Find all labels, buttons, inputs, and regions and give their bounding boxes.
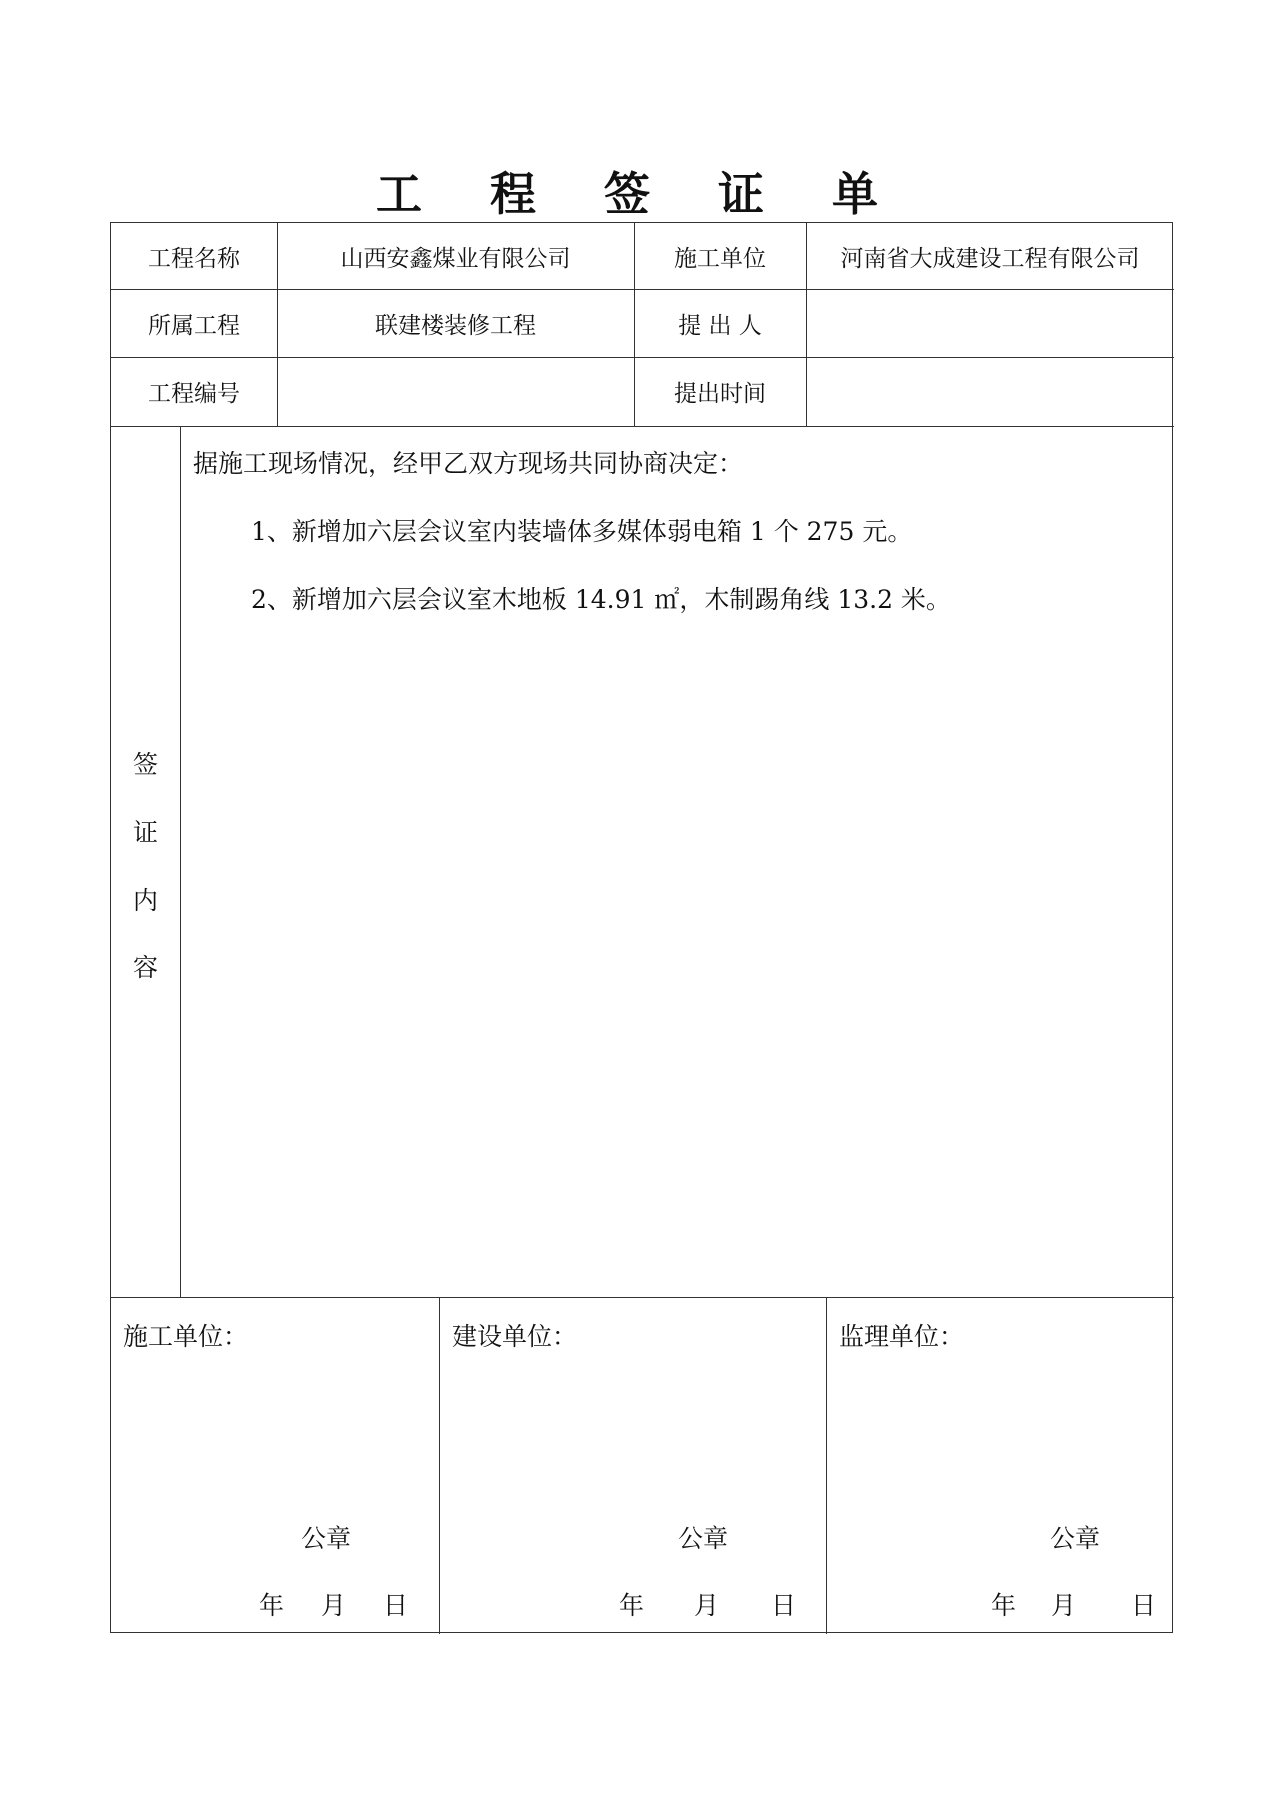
date-day: 日	[771, 1591, 797, 1620]
label-project-number: 工程编号	[148, 381, 240, 407]
seal-label: 公章	[1050, 1524, 1101, 1553]
col-divider	[826, 1297, 827, 1634]
seal-label: 公章	[678, 1524, 729, 1553]
date-year: 年	[259, 1591, 285, 1620]
signature-unit-owner: 建设单位：	[452, 1322, 578, 1351]
document-title: 工 程 签 证 单	[375, 167, 905, 221]
signature-unit-supervisor: 监理单位：	[839, 1322, 965, 1351]
date-year: 年	[991, 1591, 1017, 1620]
side-label-char: 签	[132, 750, 158, 779]
label-parent-project: 所属工程	[148, 312, 240, 339]
content-item: 1、新增加六层会议室内装墙体多媒体弱电箱 1 个 275 元。	[251, 517, 913, 546]
date-day: 日	[383, 1591, 409, 1620]
value-parent-project: 联建楼装修工程	[375, 312, 536, 339]
date-month: 月	[1051, 1591, 1077, 1620]
row-divider	[111, 1297, 1174, 1298]
label-proposal-time: 提出时间	[674, 381, 766, 407]
date-year: 年	[619, 1591, 645, 1620]
label-project-name: 工程名称	[148, 245, 240, 272]
label-contractor: 施工单位	[674, 245, 766, 272]
side-label-char: 证	[132, 818, 158, 847]
side-label-char: 内	[132, 886, 158, 915]
visa-table	[110, 222, 1173, 1633]
seal-label: 公章	[301, 1524, 352, 1553]
value-contractor: 河南省大成建设工程有限公司	[840, 245, 1140, 272]
value-project-number	[277, 357, 634, 426]
col-divider	[180, 426, 181, 1297]
content-intro: 据施工现场情况，经甲乙双方现场共同协商决定：	[193, 449, 744, 478]
signature-unit-contractor: 施工单位：	[123, 1322, 249, 1351]
date-month: 月	[321, 1591, 347, 1620]
content-item: 2、新增加六层会议室木地板 14.91 ㎡，木制踢角线 13.2 米。	[251, 585, 951, 614]
value-proposer	[806, 289, 1174, 357]
date-month: 月	[694, 1591, 720, 1620]
date-day: 日	[1131, 1591, 1157, 1620]
value-proposal-time	[806, 357, 1174, 426]
label-proposer: 提 出 人	[678, 312, 762, 339]
col-divider	[439, 1297, 440, 1634]
row-divider	[111, 426, 1174, 427]
side-label-char: 容	[132, 953, 158, 982]
value-project-name: 山西安鑫煤业有限公司	[340, 245, 571, 272]
